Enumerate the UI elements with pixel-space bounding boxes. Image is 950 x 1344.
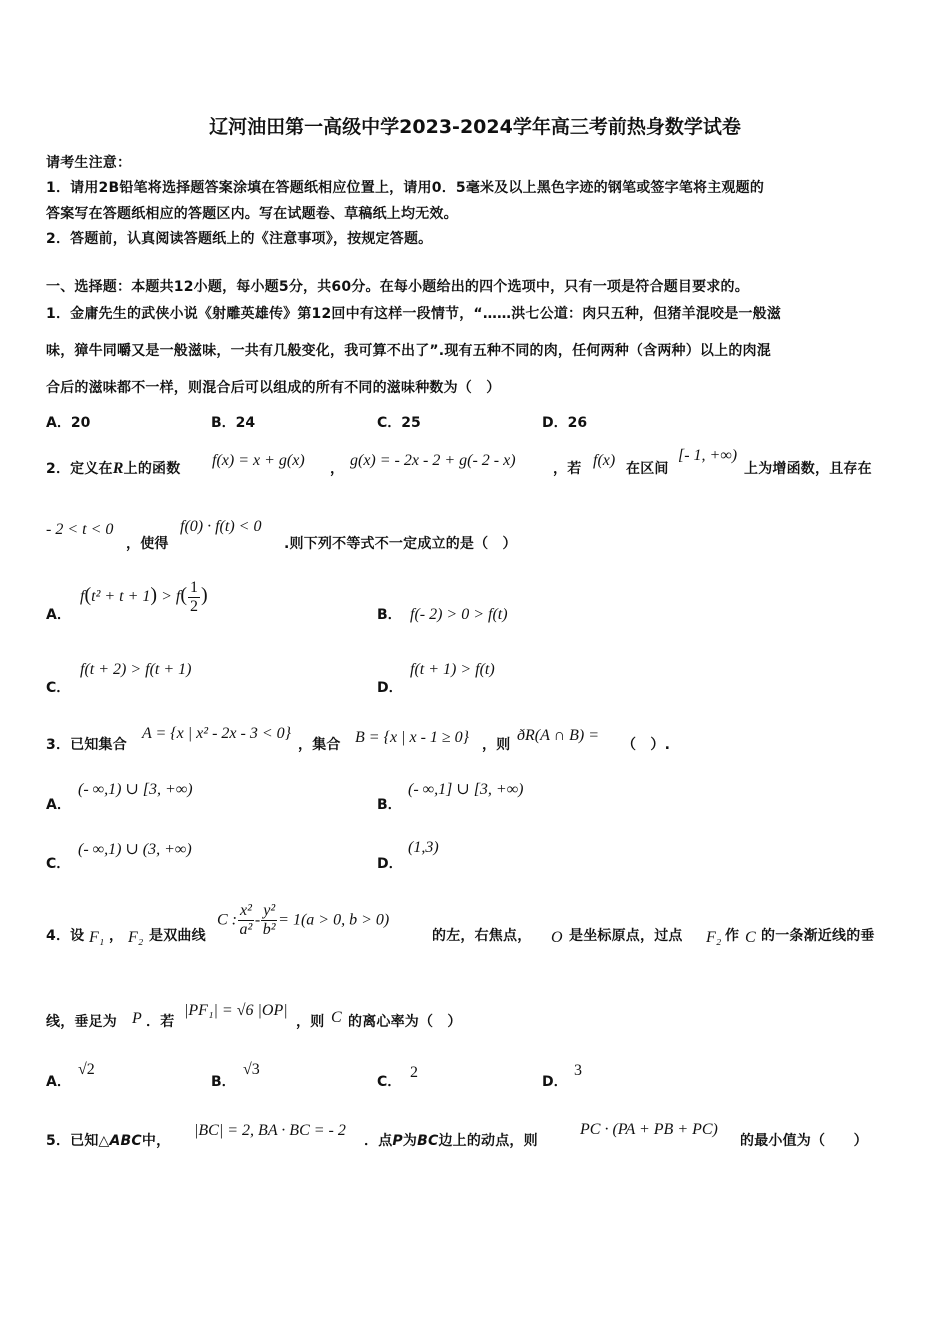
q3-label-b: B．	[377, 797, 402, 813]
q2-option-c: f(t + 2) > f(t + 1)	[80, 661, 192, 678]
q4-eq-b2: b²	[262, 921, 276, 938]
q4-text-9: ，则	[296, 1014, 325, 1030]
q4-text-8: ．若	[146, 1014, 175, 1030]
notice-line-1b: 答案写在答题纸相应的答题区内。写在试题卷、草稿纸上均无效。	[46, 206, 458, 222]
q3-label-a: A．	[46, 797, 71, 813]
q4-option-d: 3	[574, 1062, 582, 1079]
q2-option-a-mid: > f	[161, 588, 181, 606]
q2-text-2: 上的函数	[123, 461, 181, 477]
q2-label-d: D．	[377, 680, 403, 696]
q4-text-4: 是坐标原点，过点	[569, 928, 683, 944]
q4-label-d: D．	[542, 1074, 568, 1090]
q4-hyperbola-equation	[217, 902, 389, 939]
q4-label-c: C．	[377, 1074, 402, 1090]
q3-option-a: (- ∞,1) ∪ [3, +∞)	[78, 781, 193, 798]
q4-eq-a2: a²	[239, 921, 253, 938]
q4-label-a: A．	[46, 1074, 71, 1090]
q4-text-5: 作	[725, 928, 740, 944]
q3-text-4: （ ）.	[622, 737, 671, 753]
q2-label-b: B．	[377, 607, 402, 623]
q1-option-c: C．25	[377, 415, 421, 431]
q2-r: R	[112, 460, 124, 477]
q4-separator: ，	[109, 928, 124, 944]
q4-text-3: 的左，右焦点，	[432, 928, 532, 944]
notice-line-2: 2．答题前，认真阅读答题纸上的《注意事项》，按规定答题。	[46, 231, 433, 247]
q4-eq-x2: x²	[240, 902, 252, 919]
q4-text-10: 的离心率为（ ）	[348, 1014, 462, 1030]
q3-text-3: ，则	[482, 737, 511, 753]
q5-condition: |BC| = 2, BA · BC = - 2	[194, 1122, 346, 1139]
q5-segment-bc: BC	[417, 1133, 439, 1149]
q1-option-b: B．24	[211, 415, 256, 431]
notice-line-1: 1．请用2B铅笔将选择题答案涂填在答题纸相应位置上，请用0．5毫米及以上黑色字迹的钢笔或签字笔将主观题的	[46, 180, 765, 196]
q1-option-d: D．26	[542, 415, 588, 431]
q2-text-3: ，若	[553, 461, 582, 477]
q4-eq-c: C :	[217, 911, 237, 929]
q3-label-d: D．	[377, 856, 403, 872]
q2-text-1: 2．定义在	[46, 461, 113, 477]
q5-text-4: 为	[402, 1133, 418, 1149]
q4-origin-o: O	[551, 929, 563, 946]
q2-g-definition: g(x) = - 2x - 2 + g(- 2 - x)	[350, 452, 516, 469]
q3-set-a: A = {x | x² - 2x - 3 < 0}	[142, 725, 292, 742]
q4-option-c: 2	[410, 1064, 418, 1081]
q4-label-b: B．	[211, 1074, 236, 1090]
q5-triangle: ABC	[109, 1133, 142, 1149]
q3-text-2: ，集合	[298, 737, 341, 753]
q4-eq-y2: y²	[263, 902, 276, 919]
q1-line-3: 合后的滋味都不一样，则混合后可以组成的所有不同的滋味种数为（ ）	[46, 380, 501, 396]
q4-curve-c: C	[745, 929, 756, 946]
q4-eq-rest: = 1(a > 0, b > 0)	[278, 911, 390, 929]
q3-option-c: (- ∞,1) ∪ (3, +∞)	[78, 841, 192, 858]
q2-option-d: f(t + 1) > f(t)	[410, 661, 495, 678]
q5-expression: PC · (PA + PB + PC)	[580, 1121, 718, 1138]
q1-line-2: 味，獐牛同嚼又是一般滋味，一共有几般变化，我可算不出了”.现有五种不同的肉，任何两种（含两种）以上的肉混	[46, 343, 771, 359]
q2-text-6: ，使得	[126, 536, 169, 552]
q4-point-p: P	[132, 1010, 142, 1027]
section-heading: 一、选择题：本题共12小题，每小题5分，共60分。在每小题给出的四个选项中，只有一项是符合题目要求的。	[46, 279, 749, 295]
q4-eq-minus: -	[254, 911, 261, 929]
q2-f-definition: f(x) = x + g(x)	[212, 452, 305, 469]
q4-text-6: 的一条渐近线的垂	[761, 928, 875, 944]
q5-line	[46, 1130, 170, 1150]
q5-text-3: ．点	[364, 1133, 393, 1149]
q4-curve-c-2: C	[331, 1009, 342, 1026]
q5-point-p: P	[392, 1133, 403, 1149]
q3-complement: ðR(A ∩ B) =	[517, 727, 600, 744]
q2-text-7: .则下列不等式不一定成立的是（ ）	[284, 536, 517, 552]
q4-option-a: √2	[78, 1061, 95, 1078]
q4-condition: |PF₁| = √6 |OP|	[184, 1002, 288, 1019]
q2-label-a: A．	[46, 607, 71, 623]
q2-option-a-numerator: 1	[190, 579, 198, 596]
q5-line-2	[364, 1130, 538, 1150]
q5-text-1: 5．已知△	[46, 1133, 110, 1149]
q2-option-a-arg: t² + t + 1	[91, 588, 151, 606]
q2-t-range: - 2 < t < 0	[46, 521, 114, 538]
q2-fx: f(x)	[593, 452, 616, 469]
q4-option-b: √3	[243, 1061, 260, 1078]
q2-line-1	[46, 458, 180, 478]
q5-text-6: 的最小值为（ ）	[740, 1133, 868, 1149]
q4-text-1: 4．设	[46, 928, 85, 944]
q3-label-c: C．	[46, 856, 71, 872]
q4-f1: F₁	[89, 929, 105, 946]
q2-option-b: f(- 2) > 0 > f(t)	[410, 606, 508, 623]
q5-text-5: 边上的动点，则	[438, 1133, 538, 1149]
q4-f2-point: F₂	[706, 929, 722, 946]
q2-product-condition: f(0) · f(t) < 0	[180, 518, 262, 535]
q2-option-a-denominator: 2	[190, 598, 198, 615]
q2-text-4: 在区间	[626, 461, 669, 477]
q1-option-a: A．20	[46, 415, 91, 431]
q2-comma: ，	[330, 461, 345, 477]
q3-text-1: 3．已知集合	[46, 737, 127, 753]
q2-interval: [- 1, +∞)	[678, 447, 738, 464]
q4-text-2: 是双曲线	[149, 928, 206, 944]
q4-text-7: 线，垂足为	[46, 1014, 117, 1030]
q2-option-a-f: f	[80, 588, 85, 606]
q3-set-b: B = {x | x - 1 ≥ 0}	[355, 729, 470, 746]
page-title: 辽河油田第一高级中学2023-2024学年高三考前热身数学试卷	[209, 116, 741, 138]
q2-option-a: f(t² + t + 1) > f( $\frac{1}{2}$ )	[80, 579, 208, 615]
q3-option-d: (1,3)	[408, 839, 439, 856]
q3-option-b: (- ∞,1] ∪ [3, +∞)	[408, 781, 524, 798]
q2-text-5: 上为增函数，且存在	[744, 461, 872, 477]
q2-label-c: C．	[46, 680, 71, 696]
q1-line-1: 1．金庸先生的武侠小说《射雕英雄传》第12回中有这样一段情节，“……洪七公道：肉只五种，但猪羊混咬是一般滋	[46, 306, 782, 322]
notice-heading: 请考生注意：	[46, 155, 132, 171]
q4-f2: F₂	[128, 929, 144, 946]
q5-text-2: 中，	[141, 1133, 171, 1149]
